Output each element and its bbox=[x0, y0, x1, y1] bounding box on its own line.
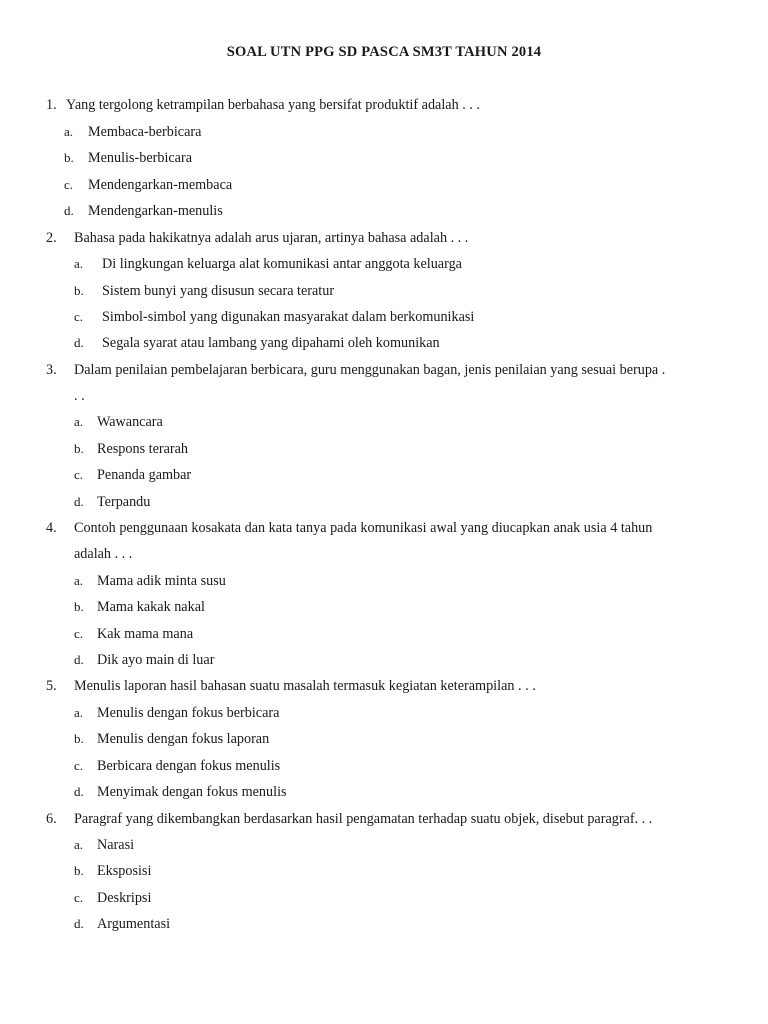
option-letter: c. bbox=[74, 626, 84, 641]
option-letter: b. bbox=[74, 441, 84, 456]
option-text: Penanda gambar bbox=[97, 467, 192, 483]
option-letter: b. bbox=[74, 731, 84, 746]
option-letter: b. bbox=[74, 599, 84, 614]
option-letter: c. bbox=[74, 890, 84, 905]
question-text: Yang tergolong ketrampilan berbahasa yang bersifat produktif adalah . . . bbox=[66, 97, 480, 113]
option-letter: b. bbox=[74, 863, 84, 878]
question-number: 5. bbox=[46, 678, 57, 694]
option-text: Di lingkungan keluarga alat komunikasi antar anggota keluarga bbox=[102, 256, 462, 272]
option-letter: d. bbox=[74, 784, 84, 799]
document-title: SOAL UTN PPG SD PASCA SM3T TAHUN 2014 bbox=[226, 44, 542, 60]
option-letter: b. bbox=[64, 150, 74, 165]
question-number: 3. bbox=[46, 362, 57, 378]
option-text: Wawancara bbox=[97, 414, 163, 430]
option-letter: d. bbox=[74, 652, 84, 667]
option-text: Menyimak dengan fokus menulis bbox=[97, 784, 287, 800]
option-letter: c. bbox=[64, 177, 74, 192]
question-number: 6. bbox=[46, 811, 57, 827]
option-text: Deskripsi bbox=[97, 890, 152, 906]
question-text-line-1: Contoh penggunaan kosakata dan kata tanya pada komunikasi awal yang diucapkan anak usia 4 tahun bbox=[74, 520, 653, 536]
option-text: Mama adik minta susu bbox=[97, 573, 226, 589]
option-text: Menulis dengan fokus laporan bbox=[97, 731, 270, 747]
option-letter: a. bbox=[74, 573, 84, 588]
option-letter: a. bbox=[74, 837, 84, 852]
option-letter: a. bbox=[74, 705, 84, 720]
option-text: Terpandu bbox=[97, 494, 151, 510]
option-text: Segala syarat atau lambang yang dipahami oleh komunikan bbox=[102, 335, 440, 351]
option-text: Mendengarkan-membaca bbox=[88, 177, 233, 193]
option-text: Menulis dengan fokus berbicara bbox=[97, 705, 280, 721]
option-text: Mendengarkan-menulis bbox=[88, 203, 223, 219]
option-letter: c. bbox=[74, 467, 84, 482]
option-text: Narasi bbox=[97, 837, 135, 853]
option-text: Eksposisi bbox=[97, 863, 152, 879]
question-text-line-2: . . bbox=[74, 388, 85, 404]
option-text: Mama kakak nakal bbox=[97, 599, 205, 615]
option-letter: a. bbox=[64, 124, 74, 139]
question-text: Paragraf yang dikembangkan berdasarkan hasil pengamatan terhadap suatu objek, disebut paragraf. . . bbox=[74, 811, 653, 827]
question-number: 4. bbox=[46, 520, 57, 536]
option-letter: d. bbox=[64, 203, 74, 218]
question-number: 1. bbox=[46, 97, 57, 113]
question-text-line-2: adalah . . . bbox=[74, 546, 133, 562]
option-text: Kak mama mana bbox=[97, 626, 194, 642]
option-text: Sistem bunyi yang disusun secara teratur bbox=[102, 283, 335, 299]
question-number: 2. bbox=[46, 230, 57, 246]
option-letter: a. bbox=[74, 414, 84, 429]
option-letter: a. bbox=[74, 256, 84, 271]
option-letter: d. bbox=[74, 335, 84, 350]
option-text: Berbicara dengan fokus menulis bbox=[97, 758, 281, 774]
option-text: Dik ayo main di luar bbox=[97, 652, 215, 668]
question-text: Menulis laporan hasil bahasan suatu masalah termasuk kegiatan keterampilan . . . bbox=[74, 678, 536, 694]
option-text: Simbol-simbol yang digunakan masyarakat dalam berkomunikasi bbox=[102, 309, 475, 325]
option-letter: d. bbox=[74, 494, 84, 509]
option-text: Membaca-berbicara bbox=[88, 124, 202, 140]
option-letter: c. bbox=[74, 309, 84, 324]
question-text-line-1: Dalam penilaian pembelajaran berbicara, guru menggunakan bagan, jenis penilaian yang sesuai berupa . bbox=[74, 362, 666, 378]
option-letter: c. bbox=[74, 758, 84, 773]
option-letter: b. bbox=[74, 283, 84, 298]
option-text: Argumentasi bbox=[97, 916, 171, 932]
option-text: Respons terarah bbox=[97, 441, 189, 457]
question-text: Bahasa pada hakikatnya adalah arus ujaran, artinya bahasa adalah . . . bbox=[74, 230, 469, 246]
option-letter: d. bbox=[74, 916, 84, 931]
option-text: Menulis-berbicara bbox=[88, 150, 192, 166]
